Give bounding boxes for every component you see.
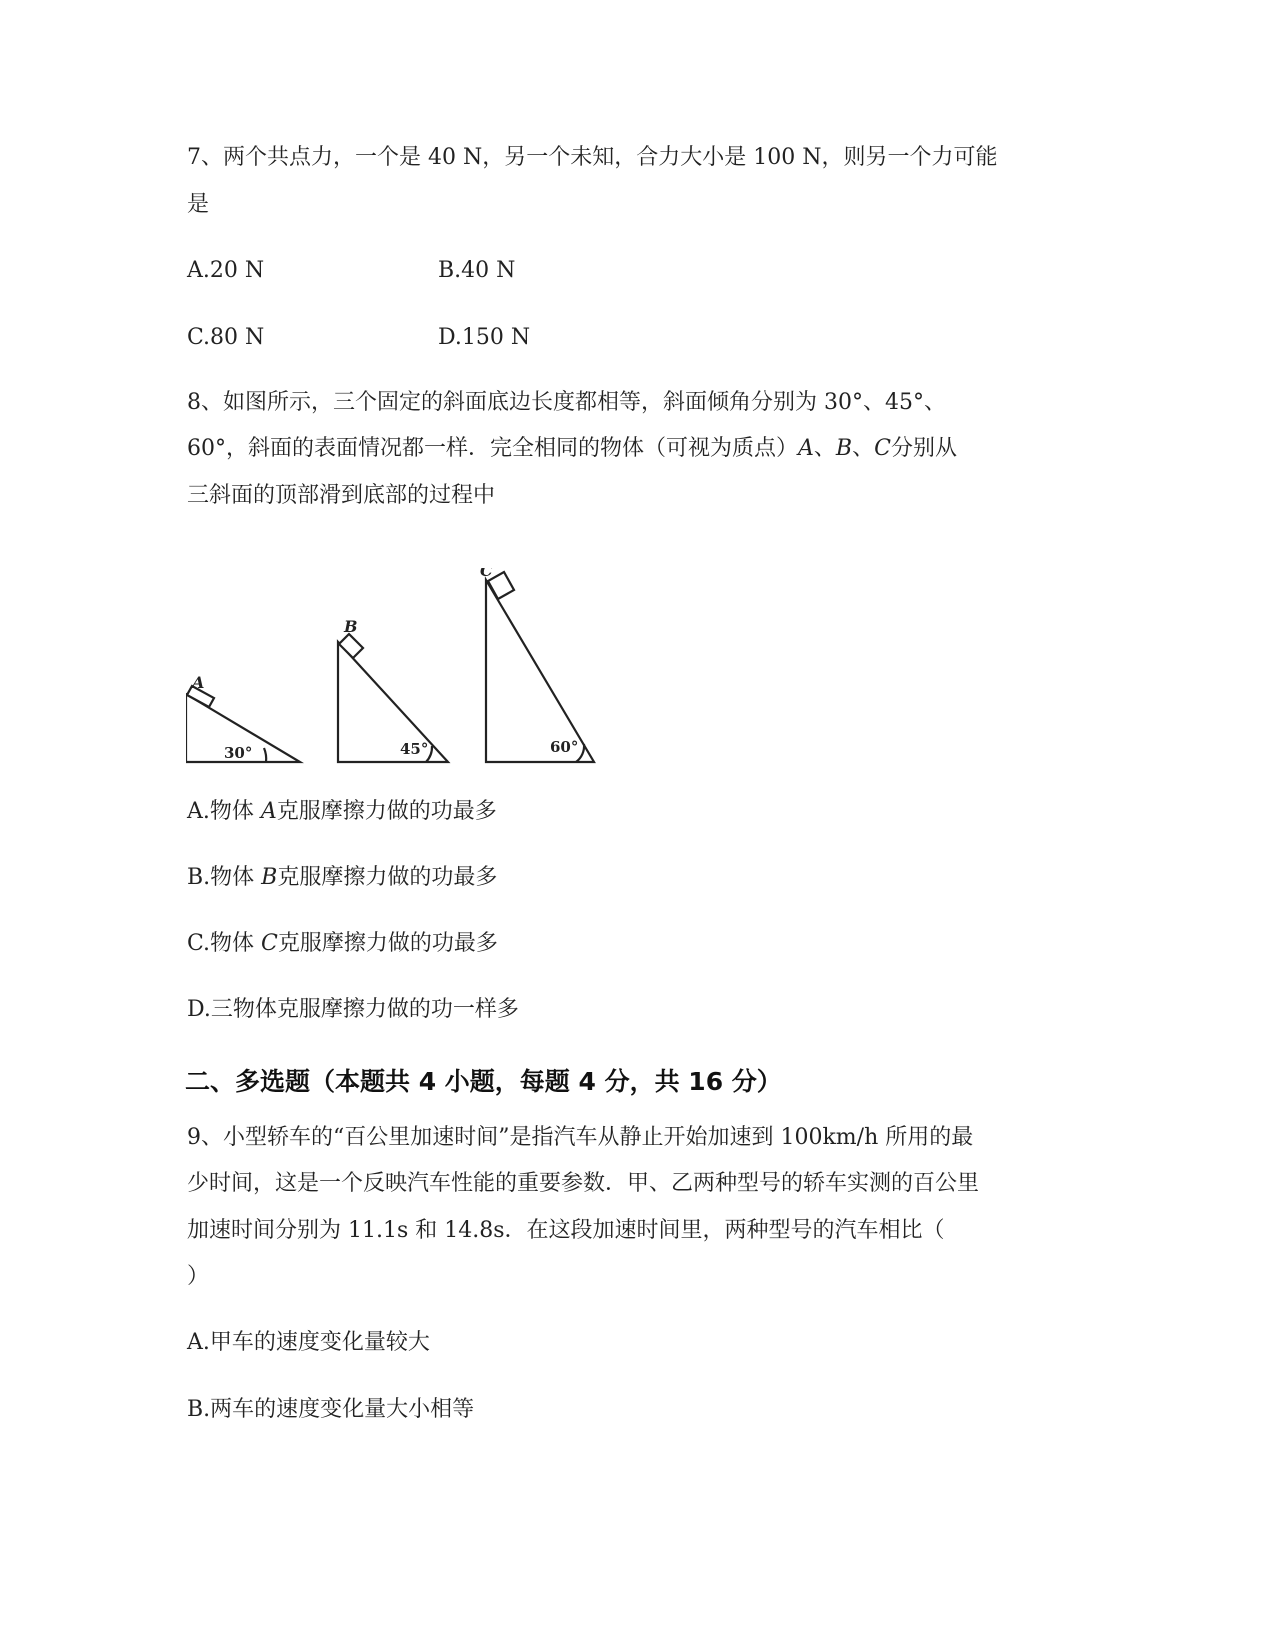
option-text: 克服摩擦力做的功最多	[277, 865, 498, 890]
var-b: B	[261, 865, 278, 890]
q8-option-d: D.三物体克服摩擦力做的功一样多	[187, 997, 519, 1022]
label-c: C	[480, 568, 493, 580]
q8-stem-line-3: 三斜面的顶部滑到底部的过程中	[187, 483, 496, 508]
angle-label-60: 60°	[550, 738, 579, 756]
q9-stem-line-3: 加速时间分别为 11.1s 和 14.8s．在这段加速时间里，两种型号的汽车相比（	[187, 1218, 945, 1243]
option-prefix: B.物体	[187, 865, 262, 890]
block-b	[339, 634, 363, 658]
var-a: A	[798, 436, 814, 461]
inclines-diagram	[186, 568, 626, 808]
q9-option-a: A.甲车的速度变化量较大	[187, 1330, 430, 1355]
q7-option-d: D.150 N	[438, 325, 531, 350]
var-b: B	[835, 436, 853, 461]
var-a: A	[260, 799, 277, 824]
q9-stem-line-4: ）	[187, 1264, 210, 1289]
q7-option-a: A.20 N	[187, 258, 265, 283]
incline-c	[486, 580, 594, 762]
q8-stem-line-2	[187, 434, 957, 464]
q8-option-b	[187, 863, 497, 893]
label-a: A	[192, 673, 205, 692]
q9-stem-line-2: 少时间，这是一个反映汽车性能的重要参数．甲、乙两种型号的轿车实测的百公里	[187, 1171, 980, 1196]
separator: 、	[813, 436, 836, 461]
q7-stem-line-2: 是	[187, 192, 210, 217]
incline-b	[338, 642, 448, 762]
q8-option-c	[187, 929, 498, 959]
separator: 、	[852, 436, 875, 461]
q9-stem-line-1: 9、小型轿车的“百公里加速时间”是指汽车从静止开始加速到 100km/h 所用的最	[187, 1125, 974, 1150]
q7-stem-line-1: 7、两个共点力，一个是 40 N，另一个未知，合力大小是 100 N，则另一个力可能	[187, 145, 998, 170]
q8-option-a	[187, 797, 497, 827]
q8-stem-text: 60°，斜面的表面情况都一样．完全相同的物体（可视为质点）	[187, 436, 798, 461]
label-b: B	[344, 617, 358, 636]
var-c: C	[261, 931, 278, 956]
angle-label-30: 30°	[224, 744, 253, 762]
section-heading: 二、多选题（本题共 4 小题，每题 4 分，共 16 分）	[185, 1067, 782, 1096]
q8-stem-text-end: 分别从	[890, 436, 957, 461]
angle-label-45: 45°	[400, 740, 429, 758]
inclines-figure	[186, 568, 626, 812]
option-prefix: A.物体	[187, 799, 261, 824]
option-text: 克服摩擦力做的功最多	[277, 931, 498, 956]
q7-option-b: B.40 N	[438, 258, 516, 283]
angle-arc-a	[264, 748, 266, 762]
var-c: C	[874, 436, 891, 461]
q8-stem-line-1: 8、如图所示，三个固定的斜面底边长度都相等，斜面倾角分别为 30°、45°、	[187, 390, 946, 415]
option-prefix: C.物体	[187, 931, 262, 956]
q7-option-c: C.80 N	[187, 325, 265, 350]
option-text: 克服摩擦力做的功最多	[276, 799, 497, 824]
q9-option-b: B.两车的速度变化量大小相等	[187, 1397, 475, 1422]
